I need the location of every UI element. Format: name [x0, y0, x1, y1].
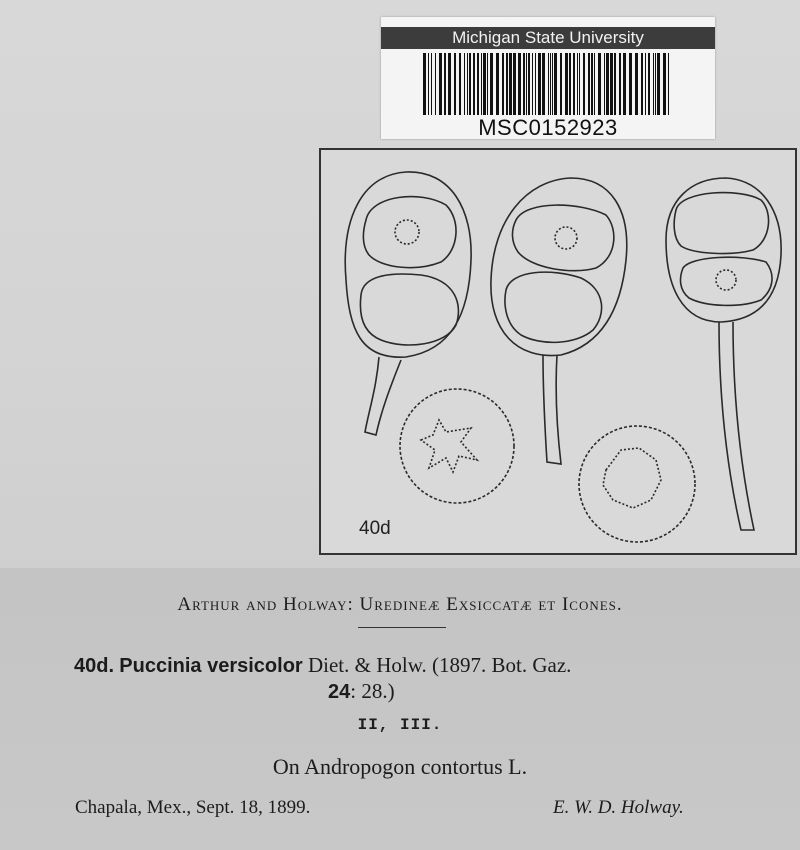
teliospore-left-pedicel [365, 357, 401, 435]
printed-label [0, 568, 800, 850]
barcode-bars [423, 53, 673, 115]
plate-number: 40d [359, 518, 391, 539]
collection-locality: Chapala, Mex., Sept. 18, 1899. [75, 797, 311, 818]
title-divider [358, 627, 446, 628]
host-plant: On Andropogon contortus L. [272, 754, 528, 779]
institution-name: Michigan State University [381, 27, 715, 49]
spore-stages: II, III. [357, 716, 443, 734]
species-name: Puccinia versicolor [119, 655, 303, 677]
barcode-label [381, 17, 715, 139]
illustration-plate [319, 148, 797, 555]
teliospore-left-lower-cell [360, 274, 458, 345]
urediniospore-left [400, 389, 514, 503]
species-authority: Diet. & Holw. (1897. Bot. Gaz. [302, 653, 572, 677]
series-title: Arthur and Holway: Uredineæ Exsiccatæ et Icones. [177, 594, 623, 615]
citation-page: : 28.) [350, 679, 395, 703]
teliospore-middle-lower-cell [505, 272, 602, 342]
citation-continuation [328, 678, 395, 705]
urediniospore-right [579, 426, 695, 542]
catalog-number: MSC0152923 [478, 115, 618, 140]
teliospore-left-upper-cell [363, 197, 456, 268]
teliospore-right-pedicel [719, 322, 754, 530]
teliospore-right-upper-cell [674, 193, 768, 254]
citation-volume: 24 [328, 681, 351, 703]
collector-name: E. W. D. Holway. [553, 797, 684, 818]
teliospore-right-outline [666, 178, 781, 322]
teliospore-drawing [321, 150, 795, 553]
species-number: 40d. [74, 655, 115, 677]
species-line [74, 652, 774, 679]
teliospore-middle-pedicel [543, 355, 561, 464]
teliospore-middle-upper-cell [512, 205, 613, 271]
teliospore-right-lower-cell [681, 257, 773, 305]
